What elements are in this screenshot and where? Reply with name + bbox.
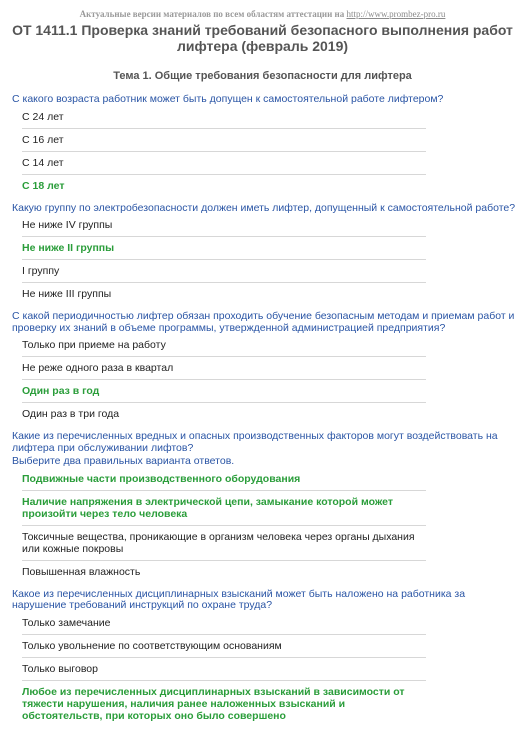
question-block: [12, 309, 519, 425]
page-title: ОТ 1411.1 Проверка знаний требований безопасного выполнения работ лифтера (февраль 2019): [12, 22, 513, 54]
answer-option: I группу: [22, 260, 426, 283]
question-block: [12, 429, 519, 583]
topic-heading: Тема 1. Общие требования безопасности для лифтера: [113, 70, 412, 82]
header-note-link[interactable]: http://www.prombez-pro.ru: [346, 9, 446, 19]
question-text: Какую группу по электробезопасности должен иметь лифтер, допущенный к самостоятельной работе?: [12, 201, 516, 214]
answer-option: Только выговор: [22, 658, 426, 681]
question-block: [12, 92, 519, 197]
answer-option-correct: Один раз в год: [22, 380, 426, 403]
question-block: [12, 201, 519, 306]
answer-option: Только замечание: [22, 612, 426, 635]
answer-option: Не ниже III группы: [22, 288, 112, 300]
answer-option: Только при приеме на работу: [22, 334, 426, 357]
answer-option: Не ниже IV группы: [22, 214, 426, 237]
question-block: [12, 587, 519, 727]
answer-option: С 16 лет: [22, 129, 426, 152]
question-instruction: Выберите два правильных варианта ответов.: [12, 455, 235, 467]
answer-option: Один раз в три года: [22, 408, 120, 420]
answer-option-correct: Подвижные части производственного оборудования: [22, 468, 426, 491]
answer-option-correct: Наличие напряжения в электрической цепи, замыкание которой может произойти через тело человека: [22, 491, 426, 526]
header-note: [0, 0, 525, 20]
answer-option-correct: Любое из перечисленных дисциплинарных взысканий в зависимости от тяжести нарушения, наличия ранее наложенных взысканий и обстоятельств, при которых оно было совершено: [22, 685, 405, 722]
question-text: С какой периодичностью лифтер обязан проходить обучение безопасным методам и приемам работ и проверку их знаний в объеме программы, утвержденной администрацией предприятия?: [12, 310, 515, 334]
answer-option: Повышенная влажность: [22, 565, 141, 578]
answer-option: Не реже одного раза в квартал: [22, 357, 426, 380]
answer-option: С 24 лет: [22, 106, 426, 129]
answer-option-correct: Не ниже II группы: [22, 237, 426, 260]
header-note-text: Актуальные версии материалов по всем областям аттестации на: [79, 9, 345, 19]
answer-option: Только увольнение по соответствующим основаниям: [22, 635, 426, 658]
question-text: Какое из перечисленных дисциплинарных взысканий может быть наложено на работника за нарушение требований инструкций по охране труда?: [12, 587, 466, 611]
question-text: Какие из перечисленных вредных и опасных производственных факторов могут воздействовать на лифтера при обслуживании лифтов?: [12, 430, 498, 454]
answer-option: Токсичные вещества, проникающие в организм человека через органы дыхания или кожные покровы: [22, 526, 426, 561]
question-list: [12, 92, 519, 731]
answer-option: С 14 лет: [22, 152, 426, 175]
question-text: С какого возраста работник может быть допущен к самостоятельной работе лифтером?: [12, 93, 444, 105]
answer-option-correct: С 18 лет: [22, 179, 65, 192]
